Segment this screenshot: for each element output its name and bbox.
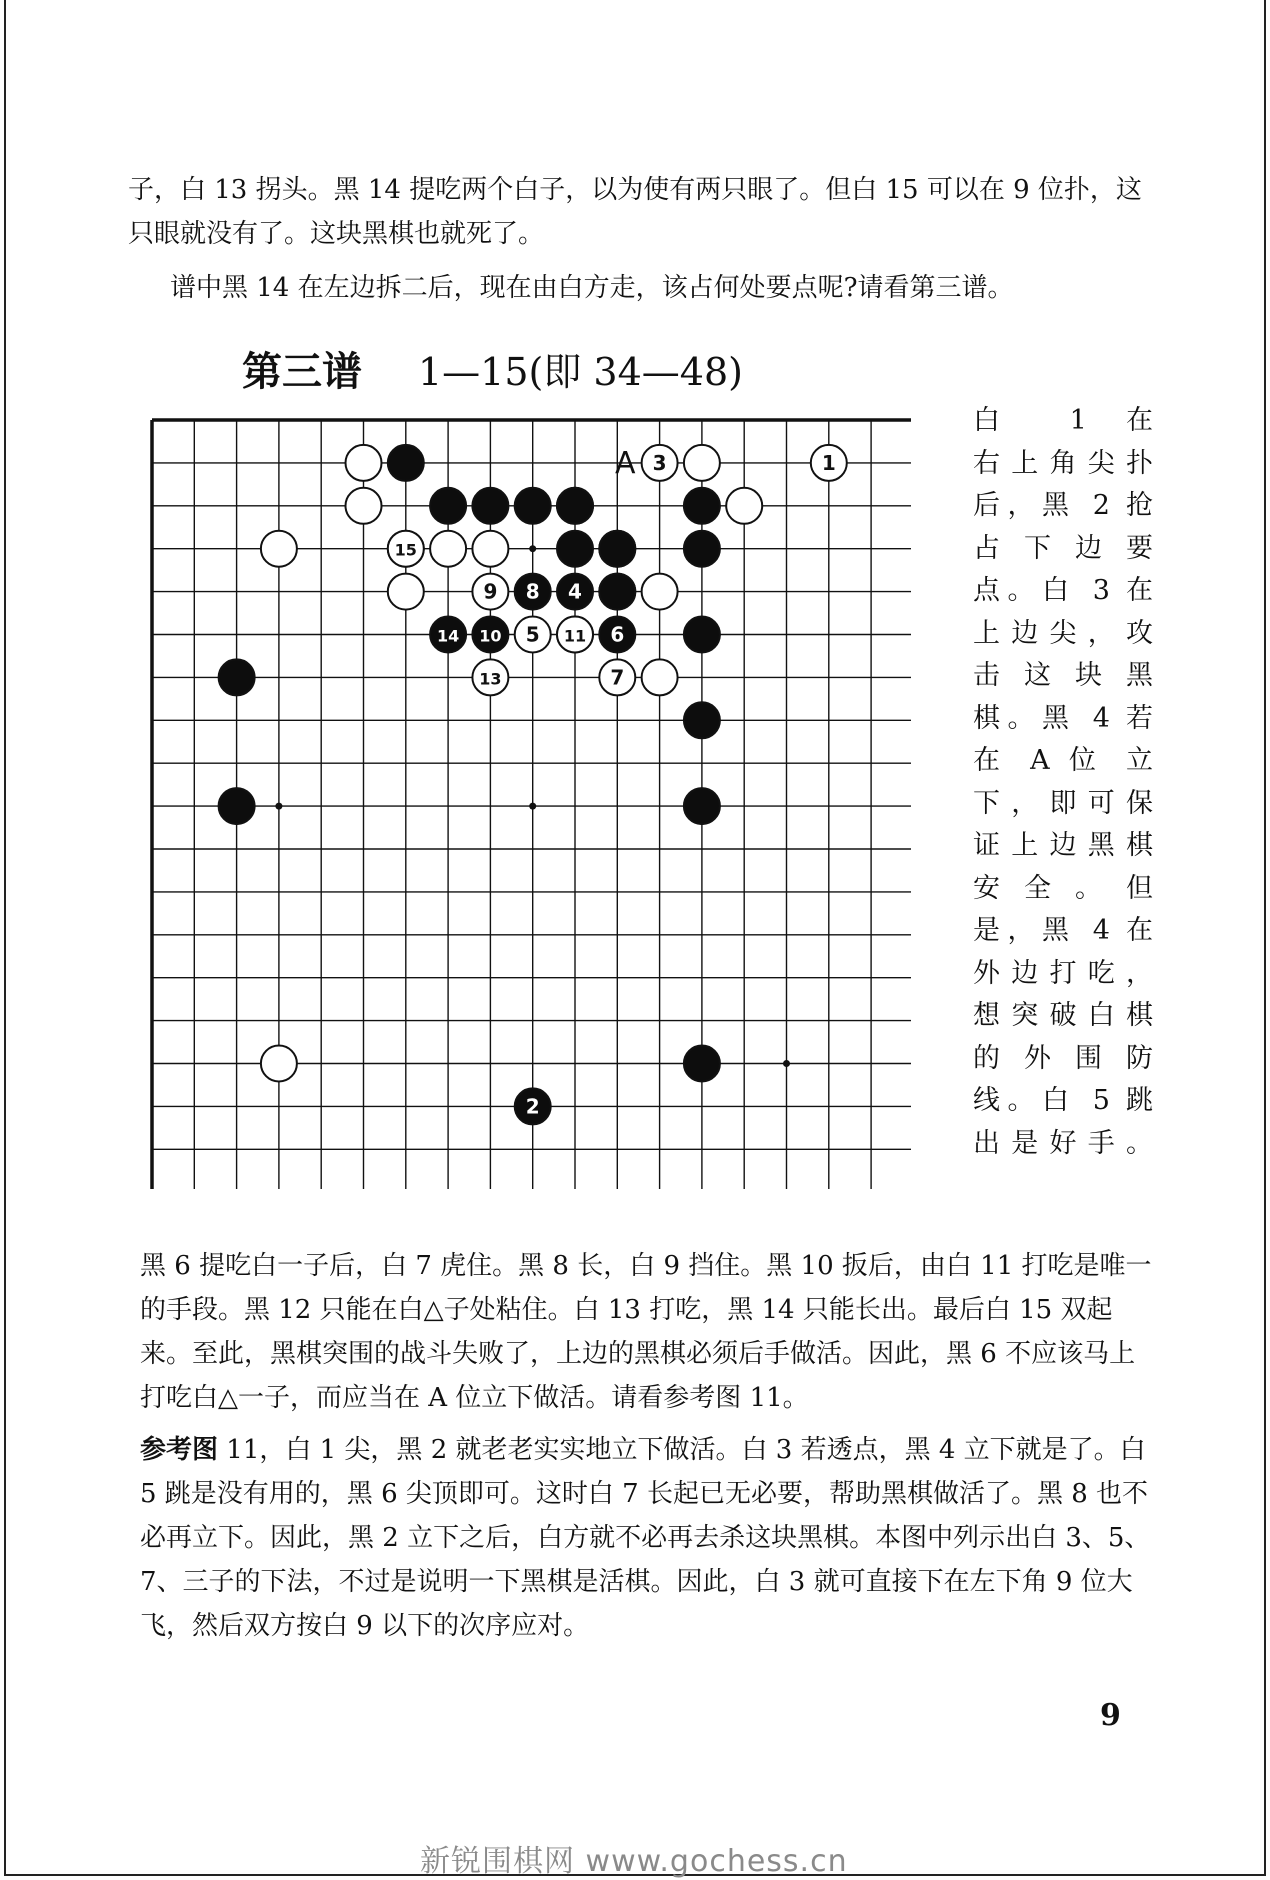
- side-line: 右上角尖扑: [973, 447, 1153, 479]
- paragraph-3: 黑 6 提吃白一子后，白 7 虎住。黑 8 长，白 9 挡住。黑 10 扳后，由白 11 打吃是唯一的手段。黑 12 只能在白△子处粘住。白 13 打吃，黑 14 只能长出。最后白 15 双起来。至此，黑棋突围的战斗失败了，上边的黑棋必须后手做活。因此，黑 6 不应该马上打吃白△一子，而应当在 A 位立下做活。请看参考图 11。: [140, 1251, 1152, 1413]
- black-stone: [219, 788, 255, 824]
- reference-label: 参考图: [140, 1435, 219, 1465]
- black-move-number: 10: [479, 626, 502, 646]
- diagram-title: [242, 340, 743, 397]
- white-stone: [346, 488, 382, 524]
- side-line: 的 外 围 防: [973, 1042, 1153, 1074]
- white-stone: [430, 531, 466, 567]
- black-move-number: 2: [525, 1094, 540, 1119]
- black-move-number: 14: [436, 626, 460, 646]
- white-move-number: 9: [483, 579, 498, 604]
- side-line: 击 这 块 黑: [973, 660, 1153, 691]
- side-line: 上边尖，攻: [973, 617, 1153, 649]
- white-move-number: 1: [821, 450, 836, 475]
- star-point: [275, 803, 282, 810]
- black-stone: [557, 531, 593, 567]
- black-stone: [557, 488, 593, 524]
- black-move-number: 8: [525, 579, 540, 604]
- black-stone: [684, 617, 720, 653]
- side-line: 外边打吃，: [973, 957, 1153, 989]
- side-line: 棋。黑 4 若: [973, 702, 1153, 734]
- white-stone: [346, 445, 382, 481]
- go-board-diagram: [146, 414, 911, 1189]
- black-stone: [515, 488, 551, 524]
- black-move-number: 4: [568, 579, 582, 604]
- black-stone: [219, 659, 255, 695]
- white-stone: [472, 531, 508, 567]
- white-move-number: 11: [563, 626, 587, 646]
- black-stone: [684, 788, 720, 824]
- side-line: 安 全 。 但: [973, 872, 1153, 904]
- black-stone: [684, 702, 720, 738]
- white-stone: [388, 574, 424, 610]
- star-point: [529, 545, 536, 552]
- side-line: 白 1 在: [973, 405, 1153, 436]
- paragraph-4-text: 11，白 1 尖，黑 2 就老老实实地立下做活。白 3 若透点，黑 4 立下就是了。白 5 跳是没有用的，黑 6 尖顶即可。这时白 7 长起已无必要，帮助黑棋做活了。黑 8 也不必再立下。因此，黑 2 立下之后，白方就不必再去杀这块黑棋。本图中列示出白 3、5、7、三子的下法，不过是说明一下黑棋是活棋。因此，白 3 就可直接下在左下角 9 位大飞，然后双方按白 9 以下的次序应对。: [140, 1435, 1151, 1641]
- black-stone: [684, 1046, 720, 1082]
- side-line: 线。白 5 跳: [973, 1085, 1153, 1116]
- page-number: 9: [1100, 1698, 1121, 1733]
- side-line: 想突破白棋: [973, 1000, 1153, 1031]
- white-stone: [261, 1046, 297, 1082]
- white-move-number: 3: [652, 450, 667, 475]
- paragraph-4: [140, 1428, 1152, 1648]
- side-line: 下，即可保: [973, 787, 1153, 819]
- diagram-title-moves: 1—15(即 34—48): [418, 350, 743, 394]
- point-label-a: A: [615, 445, 636, 481]
- side-line: 后，黑 2 抢: [973, 490, 1153, 521]
- side-commentary: [973, 400, 1153, 1165]
- star-point: [529, 803, 536, 810]
- black-stone: [388, 445, 424, 481]
- black-stone: [599, 574, 635, 610]
- black-stone: [472, 488, 508, 524]
- white-stone: [642, 659, 678, 695]
- diagram-title-name: 第三谱: [242, 348, 362, 395]
- side-line: 占 下 边 要: [973, 532, 1153, 564]
- paragraph-1: 子，白 13 拐头。黑 14 提吃两个白子，以为使有两只眼了。但白 15 可以在 9 位扑，这只眼就没有了。这块黑棋也就死了。: [128, 175, 1142, 249]
- side-line: 在 A 位 立: [973, 745, 1153, 776]
- white-stone: [642, 574, 678, 610]
- white-stone: [684, 445, 720, 481]
- black-stone: [684, 488, 720, 524]
- watermark: 新锐围棋网 www.gochess.cn: [420, 1844, 848, 1879]
- side-line: 是，黑 4 在: [973, 915, 1153, 946]
- white-move-number: 7: [610, 665, 625, 690]
- white-stone: [726, 488, 762, 524]
- side-line: 出是好手。: [973, 1127, 1153, 1159]
- paragraph-2: 谱中黑 14 在左边拆二后，现在由白方走，该占何处要点呢?请看第三谱。: [170, 273, 1014, 303]
- black-stone: [599, 531, 635, 567]
- black-move-number: 6: [610, 622, 625, 647]
- side-line: 证上边黑棋: [973, 830, 1153, 861]
- white-stone: [261, 531, 297, 567]
- white-move-number: 13: [479, 669, 502, 689]
- star-point: [783, 1060, 790, 1067]
- white-move-number: 15: [394, 540, 417, 560]
- side-line: 点。白 3 在: [973, 575, 1153, 606]
- black-stone: [684, 531, 720, 567]
- white-move-number: 5: [525, 622, 540, 647]
- black-stone: [430, 488, 466, 524]
